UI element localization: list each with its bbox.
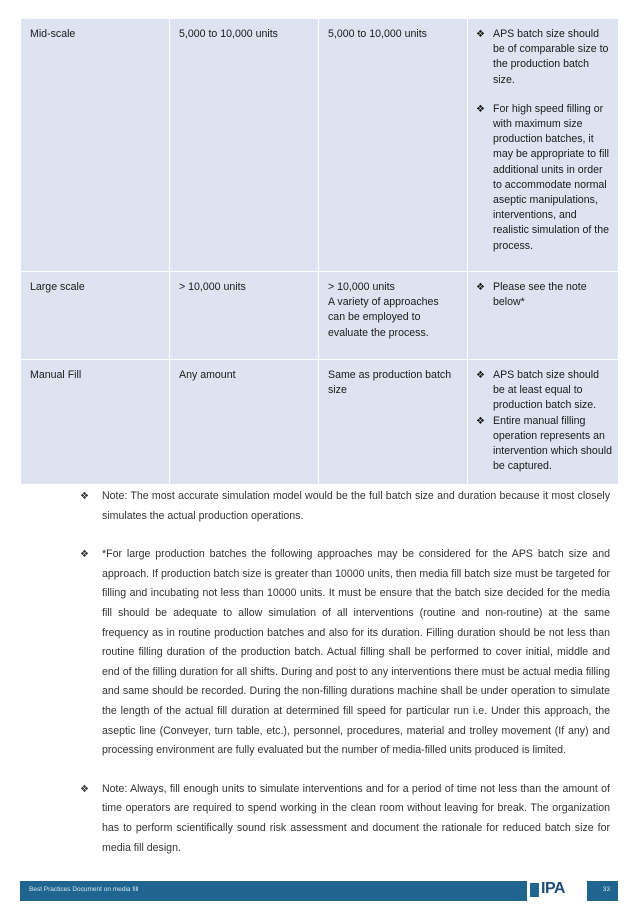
bullet-text: For high speed filling or with maximum size production batches, it may be appropriate to fill additional units in order to accommodate normal aseptic manipulations, interventions, and realistic simulation of the process.	[493, 102, 610, 252]
diamond-bullet-icon: ❖	[80, 549, 89, 561]
cell-media-fill-size	[319, 360, 468, 485]
ipa-logo	[527, 881, 587, 901]
note-text: Note: Always, fill enough units to simulate interventions and for a period of time not less than the amount of time operators are required to spend working in the clean room without leaving for break. The organization has to perform scientifically sound risk assessment and document the rationale for reduced batch size for media fill design.	[102, 782, 610, 854]
bullet-item	[476, 280, 612, 310]
diamond-bullet-icon: ❖	[476, 415, 485, 427]
cell-batch-scale: Manual Fill	[21, 360, 170, 485]
note-item	[80, 545, 610, 761]
bullet-item	[476, 27, 612, 88]
diamond-bullet-icon: ❖	[476, 370, 485, 381]
cell-production-batch-size: Any amount	[170, 360, 319, 485]
bullet-text: Entire manual filling operation represents an intervention which should be captured.	[493, 414, 612, 473]
cell-line: > 10,000 units	[328, 281, 395, 293]
note-text: *For large production batches the following approaches may be considered for the APS batch size and approach. If production batch size is greater than 10000 units, then media fill batch size must be targeted for filling and incubating not less than 10000 units. It must be ensure that the batch size decided for the media fill should be adequate to allow simulation of all interventions (routine and non-routine) at the same frequency as in routine production batches and also for its duration. Filling duration should be not less than routine filling duration of the production batch. Actual filling shall be performed to cover initial, middle and end of the filling duration for all shifts. During and post to any interventions there must be actual media filling and same should be recorded. During the non-filling durations machine shall be under operation to simulate the length of the actual fill duration at determined fill speed for particular run i.e. Under this approach, the aseptic line (Conveyer, turn table, etc.), personnel, procedures, material and trolley movement (If any) and processing environment are fully evaluated but the number of media-filled units produced is limited.	[102, 548, 610, 757]
cell-line: A variety of approaches can be employed to evaluate the process.	[328, 296, 439, 339]
diamond-bullet-icon: ❖	[476, 282, 485, 293]
cell-batch-scale: Large scale	[21, 272, 170, 360]
table-row	[21, 19, 619, 272]
bullet-text: APS batch size should be at least equal to production batch size.	[493, 369, 599, 412]
bullet-item	[476, 414, 612, 475]
cell-batch-scale: Mid-scale	[21, 19, 170, 272]
note-text: Note: The most accurate simulation model would be the full batch size and duration because it most closely simulates the actual production operations.	[102, 490, 610, 522]
bullet-text: Please see the note below*	[493, 281, 587, 309]
page-number: 33	[602, 886, 610, 893]
cell-media-fill-size	[319, 272, 468, 360]
cell-comments	[468, 272, 619, 360]
diamond-bullet-icon: ❖	[80, 783, 89, 795]
bullet-item	[476, 102, 612, 254]
bullet-gap	[476, 88, 612, 102]
diamond-bullet-icon: ❖	[476, 29, 485, 40]
bullet-text: APS batch size should be of comparable size to the production batch size.	[493, 28, 609, 86]
table-row	[21, 272, 619, 360]
footer-bar	[20, 881, 618, 901]
bullet-item	[476, 368, 612, 414]
cell-production-batch-size: 5,000 to 10,000 units	[170, 19, 319, 272]
note-item	[80, 780, 610, 858]
cell-comments	[468, 19, 619, 272]
logo-mark-icon	[530, 883, 539, 897]
cell-line: Same as production batch size	[328, 369, 452, 397]
batch-size-table	[20, 18, 619, 485]
note-item	[80, 487, 610, 526]
diamond-bullet-icon: ❖	[476, 103, 485, 115]
logo-text: IPA	[541, 880, 565, 897]
cell-production-batch-size: > 10,000 units	[170, 272, 319, 360]
footer-title: Best Practices Document on media fill	[29, 886, 139, 893]
cell-line: 5,000 to 10,000 units	[328, 28, 427, 40]
cell-comments	[468, 360, 619, 485]
table-row	[21, 360, 619, 485]
cell-media-fill-size	[319, 19, 468, 272]
diamond-bullet-icon: ❖	[80, 491, 89, 502]
notes-section	[80, 487, 610, 858]
